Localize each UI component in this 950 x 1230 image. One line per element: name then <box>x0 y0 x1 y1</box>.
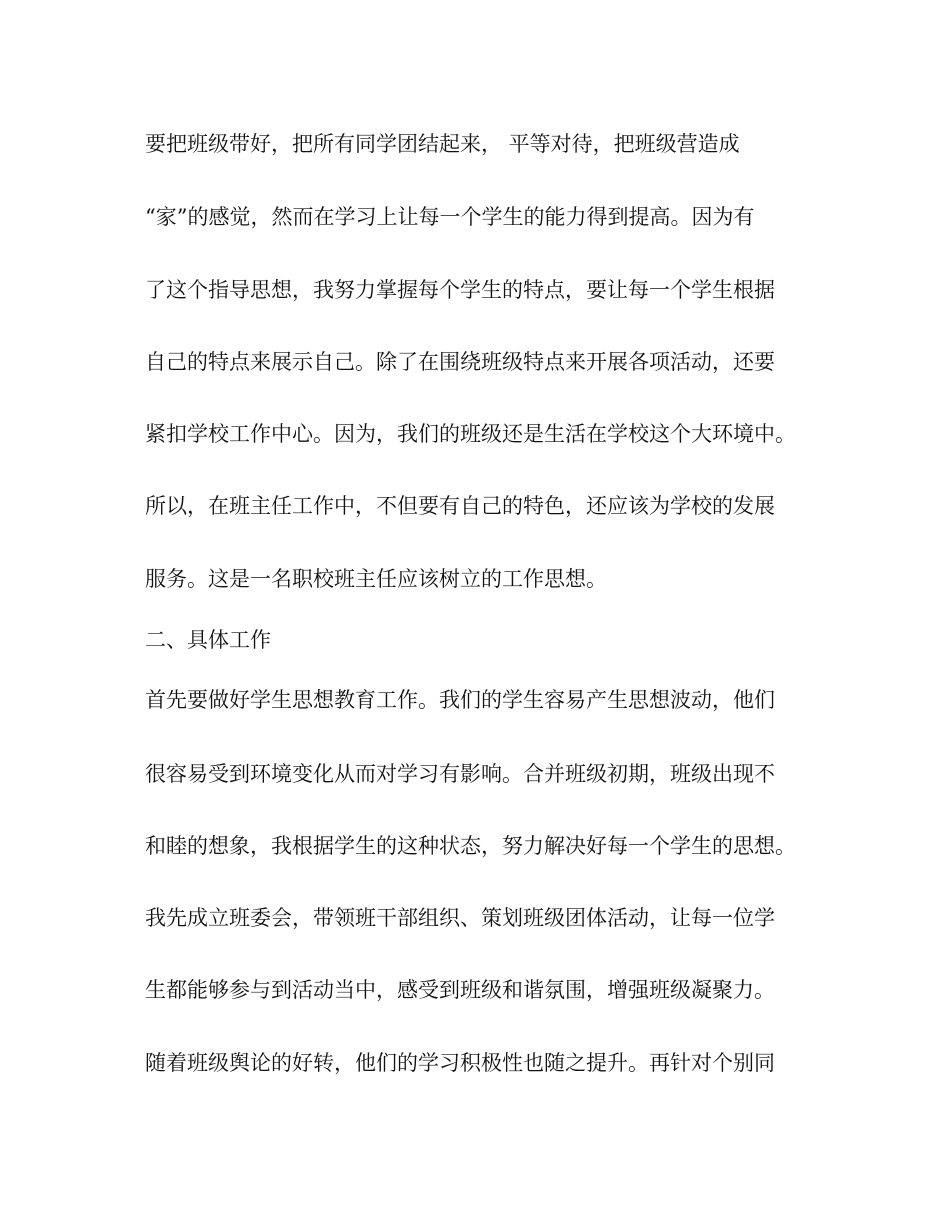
paragraph-line: “家”的感觉，然而在学习上让每一个学生的能力得到提高。因为有 <box>145 205 755 229</box>
paragraph-line: 很容易受到环境变化从而对学习有影响。合并班级初期，班级出现不 <box>145 762 775 786</box>
paragraph-line: 我先成立班委会，带领班干部组织、策划班级团体活动，让每一位学 <box>145 906 775 930</box>
paragraph-line: 了这个指导思想，我努力掌握每个学生的特点，要让每一个学生根据 <box>145 278 775 302</box>
paragraph-line: 自己的特点来展示自己。除了在围绕班级特点来开展各项活动，还要 <box>145 350 775 374</box>
section-heading: 二、具体工作 <box>145 628 271 652</box>
paragraph-line: 所以，在班主任工作中，不但要有自己的特色，还应该为学校的发展 <box>145 494 775 518</box>
paragraph-line: 和睦的想象，我根据学生的这种状态，努力解决好每一个学生的思想。 <box>145 834 796 858</box>
paragraph-line: 要把班级带好，把所有同学团结起来， 平等对待，把班级营造成 <box>145 132 740 156</box>
paragraph-line: 生都能够参与到活动当中，感受到班级和谐氛围，增强班级凝聚力。 <box>145 978 775 1002</box>
paragraph-line: 首先要做好学生思想教育工作。我们的学生容易产生思想波动，他们 <box>145 688 775 712</box>
paragraph-line: 服务。这是一名职校班主任应该树立的工作思想。 <box>145 567 607 591</box>
paragraph-line: 随着班级舆论的好转，他们的学习积极性也随之提升。再针对个别同 <box>145 1051 775 1075</box>
paragraph-line: 紧扣学校工作中心。因为，我们的班级还是生活在学校这个大环境中。 <box>145 422 796 446</box>
